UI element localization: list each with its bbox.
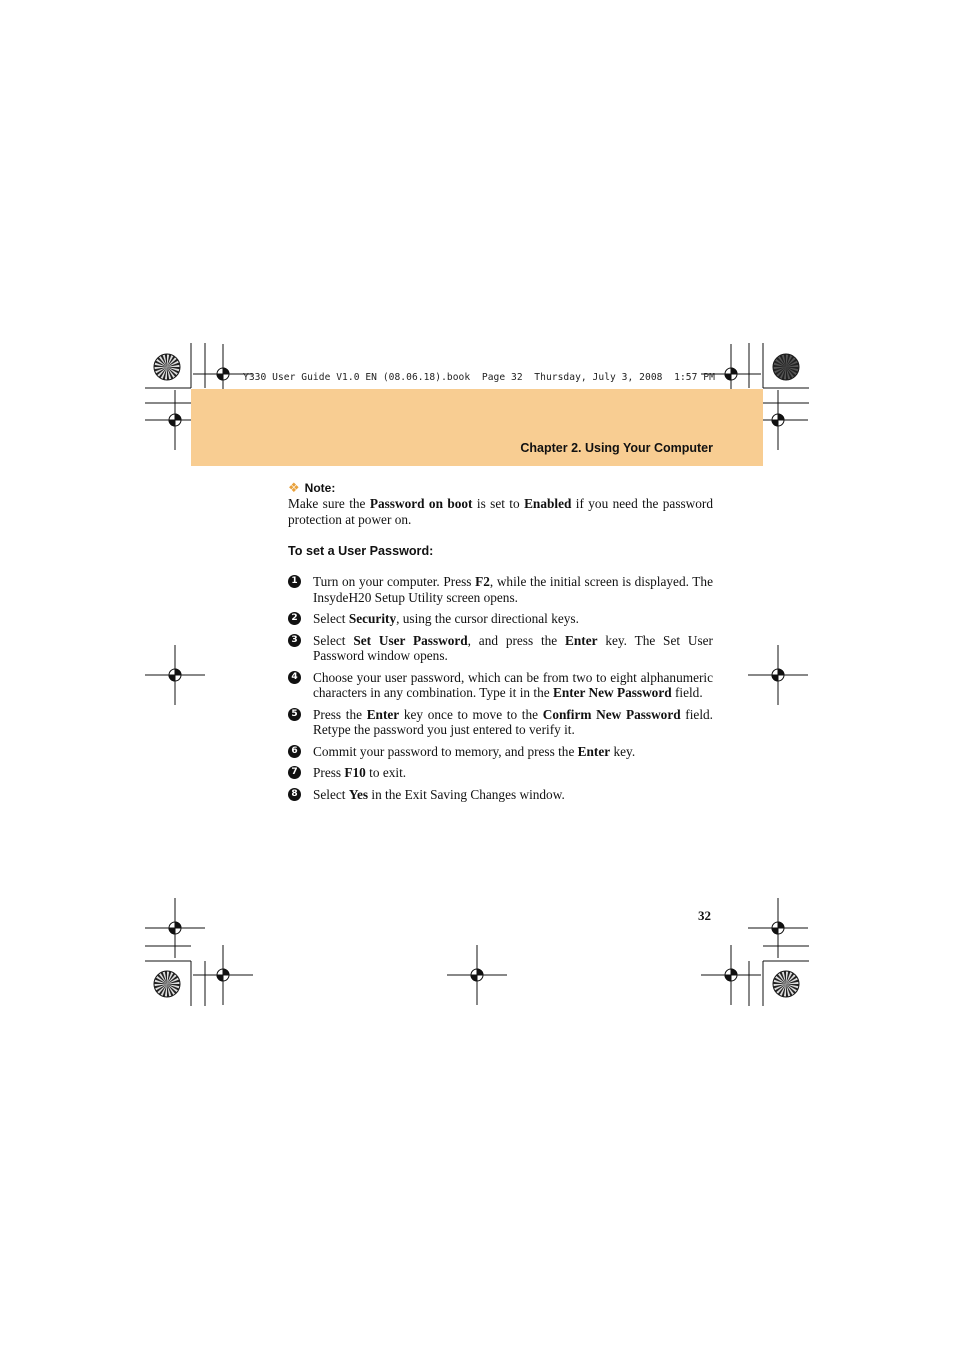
body-text: Commit your password to memory, and press the <box>313 743 578 759</box>
emphasis-text: F2 <box>475 574 490 589</box>
body-text: to exit. <box>365 765 407 780</box>
emphasis-text: Confirm New Password <box>542 706 681 722</box>
body-text: if you need the password protection at power on. <box>288 496 713 527</box>
body-text: is set to <box>472 496 525 511</box>
registration-mark <box>701 945 761 1005</box>
note-heading <box>288 480 713 496</box>
emphasis-text: Password on boot <box>369 496 473 511</box>
body-text: key. <box>610 743 636 759</box>
star-target-icon <box>154 354 180 380</box>
registration-mark <box>145 645 205 705</box>
body-text: , and press the <box>467 632 566 648</box>
step-text <box>313 765 713 781</box>
step-number-badge: 4 <box>288 671 301 684</box>
step-item <box>288 765 713 781</box>
body-text: field. Retype the password you just entered to verify it. <box>313 706 713 737</box>
step-number-badge: 8 <box>288 788 301 801</box>
body-text: Press <box>313 765 345 780</box>
body-text: key once to move to the <box>399 706 543 722</box>
step-number-badge: 1 <box>288 575 301 588</box>
body-text: Choose your user password, which can be from two to eight alphanumeric characters in any combination. Type it in the <box>313 669 713 700</box>
body-text: Press the <box>313 706 367 722</box>
step-item <box>288 744 713 760</box>
step-item <box>288 707 713 738</box>
note-text <box>288 496 713 527</box>
emphasis-text: Yes <box>348 786 369 802</box>
step-item <box>288 633 713 664</box>
chapter-title: Chapter 2. Using Your Computer <box>520 441 713 455</box>
step-number-badge: 7 <box>288 766 301 779</box>
body-text: in the Exit Saving Changes window. <box>368 786 565 802</box>
note-label: Note: <box>304 481 336 495</box>
emphasis-text: Enter <box>577 743 611 759</box>
body-text: , while the initial screen is displayed. The InsydeH20 Setup Utility screen opens. <box>313 574 713 605</box>
step-item <box>288 670 713 701</box>
emphasis-text: Enter <box>565 632 598 648</box>
star-target-icon <box>773 354 799 380</box>
body-text: Make sure the <box>288 496 370 511</box>
page-number: 32 <box>698 908 711 923</box>
body-text: Turn on your computer. Press <box>313 574 476 589</box>
registration-mark <box>748 645 808 705</box>
step-number-badge: 6 <box>288 745 301 758</box>
emphasis-text: Enter <box>366 706 400 722</box>
star-target-icon <box>154 971 180 997</box>
step-item <box>288 787 713 803</box>
registration-mark <box>447 945 507 1005</box>
step-number-badge: 5 <box>288 708 301 721</box>
registration-mark <box>748 898 808 958</box>
body-text: field. <box>671 685 703 700</box>
step-text <box>313 787 713 803</box>
emphasis-text: F10 <box>344 765 366 780</box>
body-text: Select <box>313 611 349 626</box>
body-text: Select <box>313 786 349 802</box>
body-text: , using the cursor directional keys. <box>396 611 579 626</box>
document-slug-line: Y330 User Guide V1.0 EN (08.06.18).book Page 32 Thursday, July 3, 2008 1:57 PM <box>243 372 715 383</box>
emphasis-text: Enabled <box>524 496 572 511</box>
star-target-icon <box>773 971 799 997</box>
step-number-badge: 3 <box>288 634 301 647</box>
emphasis-text: Set User Password <box>353 632 468 648</box>
step-text <box>313 707 713 738</box>
steps-list <box>288 574 713 802</box>
page-content <box>288 480 713 808</box>
emphasis-text: Security <box>348 611 397 626</box>
step-number-badge: 2 <box>288 612 301 625</box>
emphasis-text: Enter New Password <box>552 685 672 700</box>
registration-mark <box>193 945 253 1005</box>
registration-mark <box>145 898 205 958</box>
step-text <box>313 744 713 760</box>
step-text <box>313 574 713 605</box>
section-title: To set a User Password: <box>288 544 434 558</box>
step-text <box>313 611 713 627</box>
step-text <box>313 633 713 664</box>
body-text: key. The Set User Password window opens. <box>313 632 713 663</box>
step-text <box>313 670 713 701</box>
note-diamond-icon: ❖ <box>288 480 300 495</box>
step-item <box>288 574 713 605</box>
step-item <box>288 611 713 627</box>
body-text: Select <box>313 632 354 648</box>
